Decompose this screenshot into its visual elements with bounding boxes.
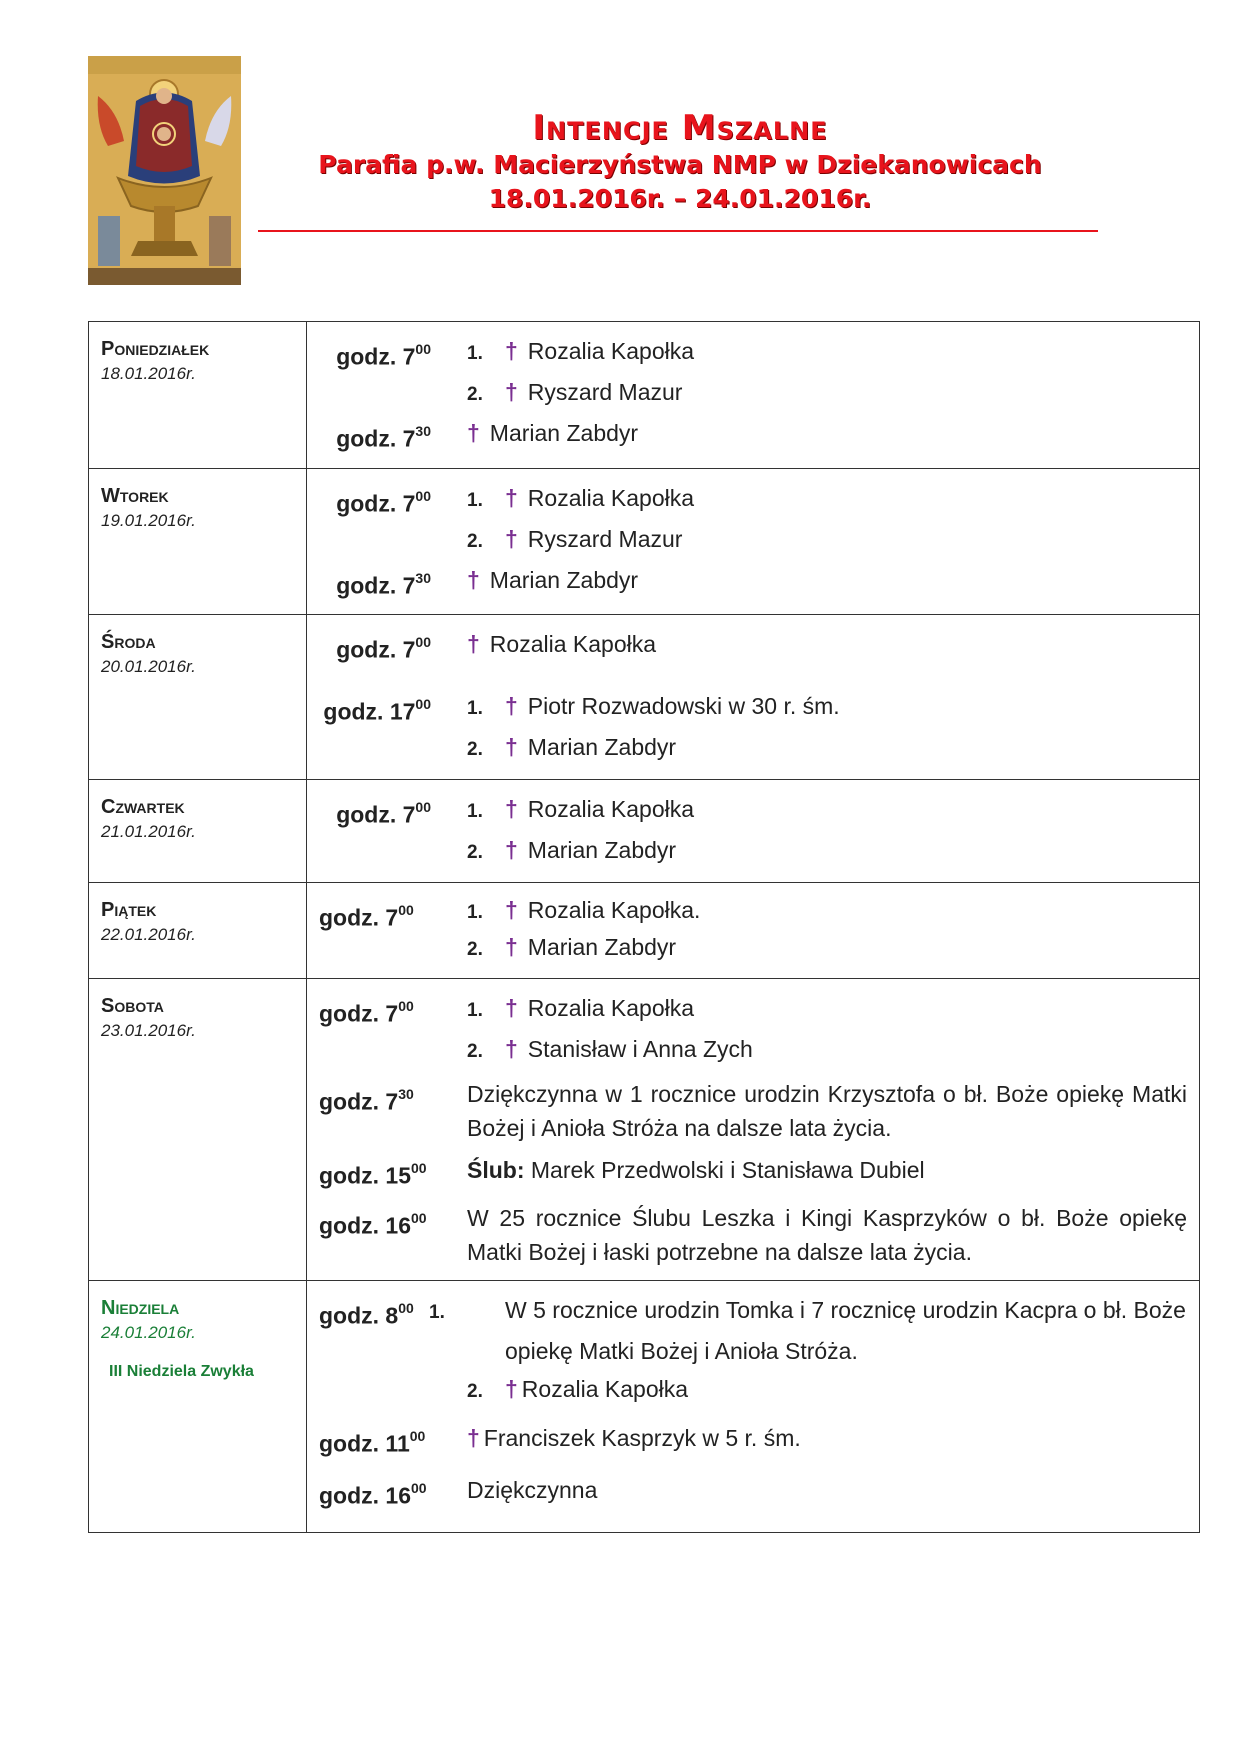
- mass-slot: [307, 1471, 1187, 1515]
- day-date: 18.01.2016r.: [101, 364, 196, 383]
- day-date: 20.01.2016r.: [101, 657, 196, 677]
- day-date: 24.01.2016r.: [101, 1322, 196, 1342]
- mass-slot: [307, 1201, 1187, 1269]
- day-row: [89, 978, 1200, 1280]
- cross-icon: †: [505, 692, 518, 719]
- mass-cell: [307, 779, 1200, 882]
- day-name: Środa: [101, 631, 156, 654]
- mass-slot: [307, 893, 1187, 967]
- mass-slot: [307, 790, 1187, 872]
- mass-time: godz. $7^{30}$: [336, 423, 431, 452]
- intention: 2. † Ryszard Mazur: [467, 525, 683, 552]
- day-name: Niedziela: [101, 1296, 180, 1319]
- intention: 2. † Rozalia Kapołka: [467, 1375, 689, 1402]
- mass-slot: [307, 1419, 1187, 1463]
- mass-time: godz. $7^{00}$: [319, 901, 414, 931]
- cross-icon: †: [505, 379, 518, 405]
- intention: W 25 rocznice Ślubu Leszka i Kingi Kasprzyków o bł. Boże opiekę Matki Bożej i łaski potrzebne na dalsze lata życia.: [467, 1204, 1187, 1265]
- day-cell: [89, 615, 307, 780]
- mass-cell: [307, 322, 1200, 469]
- intention: † Marian Zabdyr: [467, 420, 639, 446]
- cross-icon: †: [467, 566, 480, 593]
- mass-time: godz. $8^{00}$: [319, 1299, 414, 1329]
- date-range: 18.01.2016r. – 24.01.2016r.: [488, 184, 872, 213]
- day-name: Sobota: [101, 994, 164, 1017]
- day-row: [89, 615, 1200, 780]
- mass-time: godz. $7^{00}$: [336, 341, 431, 370]
- mass-time: godz. $16^{00}$: [319, 1479, 427, 1509]
- intention: † Franciszek Kasprzyk w 5 r. śm.: [467, 1424, 801, 1451]
- day-row: [89, 882, 1200, 978]
- cross-icon: †: [505, 525, 518, 552]
- mass-time: godz. $7^{00}$: [336, 798, 431, 828]
- schedule-table: [88, 321, 1200, 1533]
- liturgical-note: III Niedziela Zwykła: [109, 1362, 254, 1380]
- day-cell: [89, 779, 307, 882]
- mass-time: godz. $7^{00}$: [336, 487, 431, 517]
- mass-slot: [307, 1077, 1187, 1145]
- cross-icon: †: [505, 733, 518, 760]
- document-header: [260, 108, 1100, 216]
- header-rule: [258, 230, 1098, 232]
- intention: 2. † Ryszard Mazur: [467, 379, 683, 405]
- day-cell: [89, 468, 307, 615]
- intention: 1. W 5 rocznice urodzin Tomka i 7 rocznicę urodzin Kacpra o bł. Boże opiekę Matki Bożej i Anioła Stróża.: [429, 1296, 1186, 1364]
- intention: † Rozalia Kapołka: [467, 631, 657, 658]
- mass-cell: [307, 468, 1200, 615]
- cross-icon: †: [505, 795, 518, 822]
- mass-cell: [307, 1280, 1200, 1532]
- cross-icon: †: [467, 1424, 480, 1451]
- madonna-icon: [88, 56, 241, 285]
- cross-icon: †: [505, 836, 518, 863]
- mass-slot: [307, 1291, 1187, 1411]
- mass-time: godz. $7^{30}$: [336, 569, 431, 599]
- day-name: Wtorek: [101, 484, 169, 507]
- cross-icon: †: [467, 631, 480, 658]
- mass-slot: [307, 414, 1187, 458]
- cross-icon: †: [505, 338, 518, 364]
- mass-time: godz. $7^{30}$: [319, 1085, 414, 1115]
- intention: Ślub: Marek Przedwolski i Stanisława Dubiel: [467, 1156, 925, 1183]
- day-name: Czwartek: [101, 795, 185, 818]
- day-row: [89, 322, 1200, 469]
- cross-icon: †: [505, 933, 518, 960]
- parish-name: Parafia p.w. Macierzyństwa NMP w Dziekanowicach: [318, 150, 1042, 179]
- page-title: Intencje Mszalne: [532, 108, 828, 148]
- intention: 2. † Marian Zabdyr: [467, 933, 677, 960]
- intention: † Marian Zabdyr: [467, 566, 639, 593]
- day-row: [89, 1280, 1200, 1532]
- cross-icon: †: [505, 994, 518, 1021]
- intention: 1. † Rozalia Kapołka: [467, 484, 695, 511]
- day-name: Poniedziałek: [101, 338, 210, 360]
- day-date: 19.01.2016r.: [101, 510, 196, 530]
- day-row: [89, 779, 1200, 882]
- cross-icon: †: [505, 1375, 518, 1402]
- mass-slot: [307, 332, 1187, 414]
- mass-slot: [307, 989, 1187, 1071]
- intention: 1. † Rozalia Kapołka: [467, 795, 695, 822]
- mass-slot: [307, 1151, 1187, 1195]
- day-name: Piątek: [101, 898, 157, 921]
- intention: Dziękczynna: [467, 1476, 598, 1503]
- day-cell: [89, 882, 307, 978]
- cross-icon: †: [505, 484, 518, 511]
- day-date: 22.01.2016r.: [101, 924, 196, 944]
- mass-slot: [307, 687, 1187, 769]
- day-cell: [89, 322, 307, 469]
- mass-time: godz. $16^{00}$: [319, 1209, 427, 1239]
- intention: 1. † Piotr Rozwadowski w 30 r. śm.: [467, 692, 840, 719]
- day-cell: [89, 978, 307, 1280]
- intention: 2. † Marian Zabdyr: [467, 733, 677, 760]
- cross-icon: †: [467, 420, 480, 446]
- mass-cell: [307, 882, 1200, 978]
- mass-slot: [307, 625, 1187, 669]
- mass-time: godz. $15^{00}$: [319, 1159, 427, 1189]
- mass-slot: [307, 561, 1187, 605]
- mass-time: godz. $17^{00}$: [323, 695, 431, 725]
- intention: 2. † Stanisław i Anna Zych: [467, 1035, 753, 1062]
- mass-cell: [307, 615, 1200, 780]
- mass-time: godz. $7^{00}$: [336, 634, 431, 663]
- mass-slot: [307, 479, 1187, 561]
- mass-cell: [307, 978, 1200, 1280]
- icon-image: [88, 56, 241, 285]
- intention: 1. † Rozalia Kapołka: [467, 994, 695, 1021]
- mass-time: godz. $11^{00}$: [319, 1427, 426, 1457]
- intention: 1. † Rozalia Kapołka: [467, 338, 695, 364]
- cross-icon: †: [505, 896, 518, 923]
- cross-icon: †: [505, 1035, 518, 1062]
- intention: Dziękczynna w 1 rocznice urodzin Krzysztofa o bł. Boże opiekę Matki Bożej i Anioła Stróża na dalsze lata życia.: [467, 1080, 1187, 1141]
- mass-time: godz. $7^{00}$: [319, 997, 414, 1027]
- intention: 1. † Rozalia Kapołka.: [467, 896, 701, 923]
- intention: 2. † Marian Zabdyr: [467, 836, 677, 863]
- day-row: [89, 468, 1200, 615]
- day-date: 23.01.2016r.: [101, 1020, 196, 1040]
- day-date: 21.01.2016r.: [101, 821, 196, 841]
- day-cell: [89, 1280, 307, 1532]
